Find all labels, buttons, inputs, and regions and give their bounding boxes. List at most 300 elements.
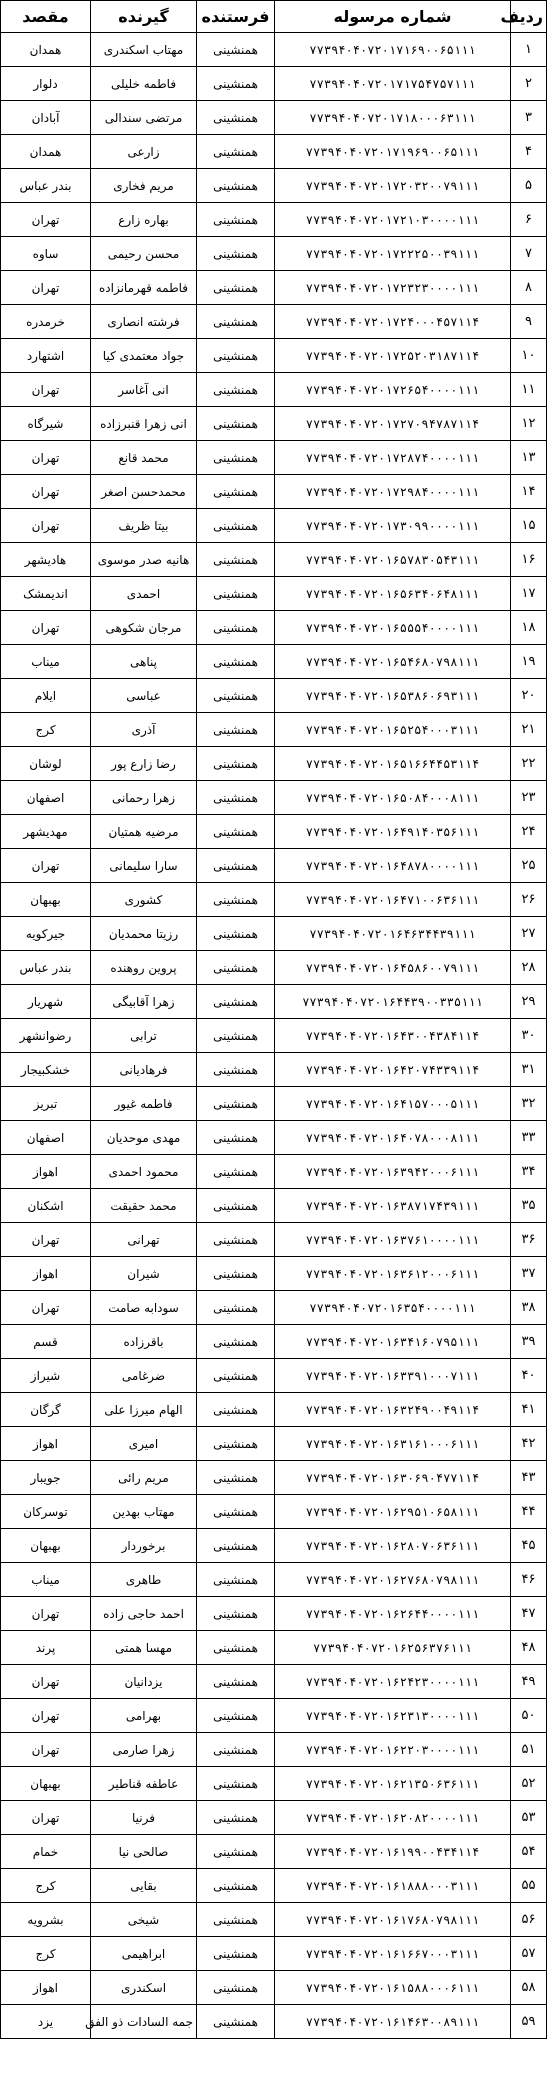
- tracking-number-cell: ۷۷۳۹۴۰۴۰۷۲۰۱۶۳۵۴۰۰۰۰۱۱۱: [275, 1291, 511, 1325]
- tracking-number-cell: ۷۷۳۹۴۰۴۰۷۲۰۱۶۵۱۶۶۴۴۵۳۱۱۴: [275, 747, 511, 781]
- tracking-number-cell: ۷۷۳۹۴۰۴۰۷۲۰۱۶۳۰۶۹۰۴۷۷۱۱۴: [275, 1461, 511, 1495]
- receiver-cell: احمد حاجی زاده: [91, 1597, 197, 1631]
- destination-cell: هادیشهر: [1, 543, 91, 577]
- row-number-cell: ۱۹: [511, 645, 547, 679]
- sender-cell: همنشینی: [197, 1733, 275, 1767]
- tracking-number-cell: ۷۷۳۹۴۰۴۰۷۲۰۱۶۲۸۰۷۰۶۳۶۱۱۱: [275, 1529, 511, 1563]
- header-row: [1, 1, 547, 33]
- tracking-number-cell: ۷۷۳۹۴۰۴۰۷۲۰۱۶۳۱۶۱۰۰۰۶۱۱۱: [275, 1427, 511, 1461]
- row-number-cell: ۲۵: [511, 849, 547, 883]
- row-number-cell: ۳۷: [511, 1257, 547, 1291]
- row-number-cell: ۲۳: [511, 781, 547, 815]
- sender-cell: همنشینی: [197, 1291, 275, 1325]
- table-row: [1, 781, 547, 815]
- destination-cell: جویبار: [1, 1461, 91, 1495]
- destination-cell: خمام: [1, 1835, 91, 1869]
- destination-cell: بهبهان: [1, 1529, 91, 1563]
- sender-cell: همنشینی: [197, 713, 275, 747]
- table-row: [1, 1325, 547, 1359]
- receiver-cell: برخوردار: [91, 1529, 197, 1563]
- table-row: [1, 1189, 547, 1223]
- header-row-number: ردیف: [511, 1, 547, 33]
- table-row: [1, 1937, 547, 1971]
- sender-cell: همنشینی: [197, 1155, 275, 1189]
- table-row: [1, 1903, 547, 1937]
- tracking-number-cell: ۷۷۳۹۴۰۴۰۷۲۰۱۶۵۰۸۴۰۰۰۸۱۱۱: [275, 781, 511, 815]
- sender-cell: همنشینی: [197, 1053, 275, 1087]
- receiver-cell: ابراهیمی: [91, 1937, 197, 1971]
- receiver-cell: مرتضی سندالی: [91, 101, 197, 135]
- destination-cell: جیرکویه: [1, 917, 91, 951]
- table-row: [1, 543, 547, 577]
- sender-cell: همنشینی: [197, 1597, 275, 1631]
- receiver-cell: پناهی: [91, 645, 197, 679]
- receiver-cell: بهرامی: [91, 1699, 197, 1733]
- destination-cell: تهران: [1, 1291, 91, 1325]
- row-number-cell: ۲۸: [511, 951, 547, 985]
- table-row: [1, 849, 547, 883]
- table-row: [1, 1087, 547, 1121]
- sender-cell: همنشینی: [197, 1971, 275, 2005]
- receiver-cell: محمد قانع: [91, 441, 197, 475]
- table-row: [1, 1121, 547, 1155]
- sender-cell: همنشینی: [197, 985, 275, 1019]
- sender-cell: همنشینی: [197, 1631, 275, 1665]
- receiver-cell: پروین روهنده: [91, 951, 197, 985]
- destination-cell: تهران: [1, 203, 91, 237]
- row-number-cell: ۲۴: [511, 815, 547, 849]
- row-number-cell: ۵: [511, 169, 547, 203]
- receiver-cell: انی زهرا قنبرزاده: [91, 407, 197, 441]
- tracking-number-cell: ۷۷۳۹۴۰۴۰۷۲۰۱۶۵۲۵۴۰۰۰۳۱۱۱: [275, 713, 511, 747]
- table-row: [1, 67, 547, 101]
- row-number-cell: ۲۹: [511, 985, 547, 1019]
- sender-cell: همنشینی: [197, 2005, 275, 2039]
- table-row: [1, 509, 547, 543]
- destination-cell: تهران: [1, 1665, 91, 1699]
- destination-cell: پرند: [1, 1631, 91, 1665]
- receiver-cell: فاطمه قهرمانزاده: [91, 271, 197, 305]
- destination-cell: ساوه: [1, 237, 91, 271]
- row-number-cell: ۳۳: [511, 1121, 547, 1155]
- receiver-cell: انی آغاسر: [91, 373, 197, 407]
- receiver-cell: بیتا ظریف: [91, 509, 197, 543]
- row-number-cell: ۵۵: [511, 1869, 547, 1903]
- receiver-cell: رزیتا محمدیان: [91, 917, 197, 951]
- destination-cell: اهواز: [1, 1257, 91, 1291]
- row-number-cell: ۱۱: [511, 373, 547, 407]
- row-number-cell: ۳۰: [511, 1019, 547, 1053]
- table-row: [1, 1631, 547, 1665]
- receiver-cell: فاطمه غیور: [91, 1087, 197, 1121]
- table-row: [1, 917, 547, 951]
- tracking-number-cell: ۷۷۳۹۴۰۴۰۷۲۰۱۶۴۷۱۰۰۶۳۶۱۱۱: [275, 883, 511, 917]
- row-number-cell: ۱۲: [511, 407, 547, 441]
- tracking-number-cell: ۷۷۳۹۴۰۴۰۷۲۰۱۶۲۹۵۱۰۶۵۸۱۱۱: [275, 1495, 511, 1529]
- table-row: [1, 1529, 547, 1563]
- row-number-cell: ۱۸: [511, 611, 547, 645]
- receiver-cell: عباسی: [91, 679, 197, 713]
- sender-cell: همنشینی: [197, 1869, 275, 1903]
- row-number-cell: ۵۲: [511, 1767, 547, 1801]
- tracking-number-cell: ۷۷۳۹۴۰۴۰۷۲۰۱۶۱۵۸۸۰۰۰۶۱۱۱: [275, 1971, 511, 2005]
- destination-cell: اهواز: [1, 1427, 91, 1461]
- header-destination: مقصد: [1, 1, 91, 33]
- destination-cell: کرج: [1, 713, 91, 747]
- receiver-cell: مریم رائی: [91, 1461, 197, 1495]
- table-row: [1, 645, 547, 679]
- sender-cell: همنشینی: [197, 1461, 275, 1495]
- destination-cell: خرمدره: [1, 305, 91, 339]
- destination-cell: بندر عباس: [1, 169, 91, 203]
- receiver-cell: فاطمه خلیلی: [91, 67, 197, 101]
- tracking-number-cell: ۷۷۳۹۴۰۴۰۷۲۰۱۷۲۳۲۳۰۰۰۰۱۱۱: [275, 271, 511, 305]
- tracking-number-cell: ۷۷۳۹۴۰۴۰۷۲۰۱۶۱۷۶۸۰۷۹۸۱۱۱: [275, 1903, 511, 1937]
- sender-cell: همنشینی: [197, 1087, 275, 1121]
- receiver-cell: تهرانی: [91, 1223, 197, 1257]
- receiver-cell: شیخی: [91, 1903, 197, 1937]
- destination-cell: مهدیشهر: [1, 815, 91, 849]
- table-row: [1, 373, 547, 407]
- row-number-cell: ۴۷: [511, 1597, 547, 1631]
- header-tracking-number: شماره مرسوله: [275, 1, 511, 33]
- receiver-cell: احمدی: [91, 577, 197, 611]
- table-row: [1, 1733, 547, 1767]
- row-number-cell: ۳۵: [511, 1189, 547, 1223]
- destination-cell: تهران: [1, 1597, 91, 1631]
- row-number-cell: ۲۶: [511, 883, 547, 917]
- tracking-number-cell: ۷۷۳۹۴۰۴۰۷۲۰۱۶۴۳۰۰۴۳۸۴۱۱۴: [275, 1019, 511, 1053]
- destination-cell: تهران: [1, 849, 91, 883]
- receiver-cell: مرضیه همتیان: [91, 815, 197, 849]
- tracking-number-cell: ۷۷۳۹۴۰۴۰۷۲۰۱۷۱۷۵۴۷۵۷۱۱۱: [275, 67, 511, 101]
- row-number-cell: ۱۷: [511, 577, 547, 611]
- destination-cell: اهواز: [1, 1971, 91, 2005]
- row-number-cell: ۵۰: [511, 1699, 547, 1733]
- destination-cell: کرج: [1, 1937, 91, 1971]
- tracking-number-cell: ۷۷۳۹۴۰۴۰۷۲۰۱۶۳۲۴۹۰۰۴۹۱۱۴: [275, 1393, 511, 1427]
- tracking-number-cell: ۷۷۳۹۴۰۴۰۷۲۰۱۷۱۸۰۰۰۶۳۱۱۱: [275, 101, 511, 135]
- tracking-number-cell: ۷۷۳۹۴۰۴۰۷۲۰۱۶۵۵۵۴۰۰۰۰۱۱۱: [275, 611, 511, 645]
- row-number-cell: ۲۱: [511, 713, 547, 747]
- row-number-cell: ۵۳: [511, 1801, 547, 1835]
- row-number-cell: ۳۹: [511, 1325, 547, 1359]
- table-row: [1, 339, 547, 373]
- sender-cell: همنشینی: [197, 441, 275, 475]
- sender-cell: همنشینی: [197, 1019, 275, 1053]
- table-row: [1, 1461, 547, 1495]
- row-number-cell: ۹: [511, 305, 547, 339]
- destination-cell: تهران: [1, 441, 91, 475]
- destination-cell: تهران: [1, 373, 91, 407]
- receiver-cell: محمدحسن اصغر: [91, 475, 197, 509]
- sender-cell: همنشینی: [197, 543, 275, 577]
- destination-cell: اشکنان: [1, 1189, 91, 1223]
- receiver-cell: مرجان شکوهی: [91, 611, 197, 645]
- row-number-cell: ۵۴: [511, 1835, 547, 1869]
- destination-cell: شیراز: [1, 1359, 91, 1393]
- destination-cell: گرگان: [1, 1393, 91, 1427]
- receiver-cell: طاهری: [91, 1563, 197, 1597]
- tracking-number-cell: ۷۷۳۹۴۰۴۰۷۲۰۱۶۵۶۳۴۰۶۴۸۱۱۱: [275, 577, 511, 611]
- table-row: [1, 305, 547, 339]
- destination-cell: تبریز: [1, 1087, 91, 1121]
- row-number-cell: ۲۰: [511, 679, 547, 713]
- sender-cell: همنشینی: [197, 407, 275, 441]
- tracking-number-cell: ۷۷۳۹۴۰۴۰۷۲۰۱۶۴۶۳۴۴۳۹۱۱۱: [275, 917, 511, 951]
- receiver-cell: هانیه صدر موسوی: [91, 543, 197, 577]
- table-row: [1, 1291, 547, 1325]
- destination-cell: کرج: [1, 1869, 91, 1903]
- tracking-number-cell: ۷۷۳۹۴۰۴۰۷۲۰۱۶۲۲۰۳۰۰۰۰۱۱۱: [275, 1733, 511, 1767]
- tracking-number-cell: ۷۷۳۹۴۰۴۰۷۲۰۱۶۴۸۷۸۰۰۰۰۱۱۱: [275, 849, 511, 883]
- tracking-number-cell: ۷۷۳۹۴۰۴۰۷۲۰۱۶۳۶۱۲۰۰۰۶۱۱۱: [275, 1257, 511, 1291]
- table-row: [1, 1019, 547, 1053]
- tracking-number-cell: ۷۷۳۹۴۰۴۰۷۲۰۱۶۲۱۳۵۰۶۳۶۱۱۱: [275, 1767, 511, 1801]
- table-row: [1, 1563, 547, 1597]
- sender-cell: همنشینی: [197, 305, 275, 339]
- table-row: [1, 883, 547, 917]
- destination-cell: اصفهان: [1, 1121, 91, 1155]
- sender-cell: همنشینی: [197, 1801, 275, 1835]
- row-number-cell: ۴۱: [511, 1393, 547, 1427]
- receiver-cell: مهسا همتی: [91, 1631, 197, 1665]
- receiver-cell: زهرا رحمانی: [91, 781, 197, 815]
- destination-cell: یزد: [1, 2005, 91, 2039]
- header-sender: فرستنده: [197, 1, 275, 33]
- receiver-cell: جمه السادات ذو الفق: [91, 2005, 197, 2039]
- tracking-number-cell: ۷۷۳۹۴۰۴۰۷۲۰۱۶۱۸۸۸۰۰۰۳۱۱۱: [275, 1869, 511, 1903]
- receiver-cell: بهاره زارع: [91, 203, 197, 237]
- sender-cell: همنشینی: [197, 339, 275, 373]
- table-row: [1, 475, 547, 509]
- sender-cell: همنشینی: [197, 611, 275, 645]
- receiver-cell: سارا سلیمانی: [91, 849, 197, 883]
- tracking-number-cell: ۷۷۳۹۴۰۴۰۷۲۰۱۷۲۴۰۰۰۴۵۷۱۱۴: [275, 305, 511, 339]
- table-row: [1, 203, 547, 237]
- table-row: [1, 1359, 547, 1393]
- destination-cell: میناب: [1, 645, 91, 679]
- table-row: [1, 1223, 547, 1257]
- row-number-cell: ۳۸: [511, 1291, 547, 1325]
- tracking-number-cell: ۷۷۳۹۴۰۴۰۷۲۰۱۶۱۹۹۰۰۴۳۴۱۱۴: [275, 1835, 511, 1869]
- destination-cell: تهران: [1, 1699, 91, 1733]
- tracking-number-cell: ۷۷۳۹۴۰۴۰۷۲۰۱۶۳۴۱۶۰۷۹۵۱۱۱: [275, 1325, 511, 1359]
- sender-cell: همنشینی: [197, 1937, 275, 1971]
- table-row: [1, 951, 547, 985]
- table-row: [1, 611, 547, 645]
- row-number-cell: ۵۸: [511, 1971, 547, 2005]
- tracking-number-cell: ۷۷۳۹۴۰۴۰۷۲۰۱۷۱۶۹۰۰۶۵۱۱۱: [275, 33, 511, 67]
- table-row: [1, 33, 547, 67]
- sender-cell: همنشینی: [197, 509, 275, 543]
- table-row: [1, 2005, 547, 2039]
- tracking-number-cell: ۷۷۳۹۴۰۴۰۷۲۰۱۷۱۹۶۹۰۰۶۵۱۱۱: [275, 135, 511, 169]
- receiver-cell: آذری: [91, 713, 197, 747]
- sender-cell: همنشینی: [197, 781, 275, 815]
- table-row: [1, 1801, 547, 1835]
- table-row: [1, 441, 547, 475]
- row-number-cell: ۱۳: [511, 441, 547, 475]
- receiver-cell: صالحی نیا: [91, 1835, 197, 1869]
- destination-cell: تهران: [1, 611, 91, 645]
- table-row: [1, 1427, 547, 1461]
- destination-cell: میناب: [1, 1563, 91, 1597]
- sender-cell: همنشینی: [197, 1223, 275, 1257]
- tracking-number-cell: ۷۷۳۹۴۰۴۰۷۲۰۱۶۵۴۶۸۰۷۹۸۱۱۱: [275, 645, 511, 679]
- destination-cell: ایلام: [1, 679, 91, 713]
- row-number-cell: ۴۶: [511, 1563, 547, 1597]
- tracking-number-cell: ۷۷۳۹۴۰۴۰۷۲۰۱۶۴۱۵۷۰۰۰۵۱۱۱: [275, 1087, 511, 1121]
- tracking-number-cell: ۷۷۳۹۴۰۴۰۷۲۰۱۶۳۸۷۱۷۴۳۹۱۱۱: [275, 1189, 511, 1223]
- table-row: [1, 1699, 547, 1733]
- row-number-cell: ۴۸: [511, 1631, 547, 1665]
- destination-cell: اصفهان: [1, 781, 91, 815]
- table-row: [1, 101, 547, 135]
- table-row: [1, 1155, 547, 1189]
- tracking-number-cell: ۷۷۳۹۴۰۴۰۷۲۰۱۶۵۳۸۶۰۶۹۳۱۱۱: [275, 679, 511, 713]
- row-number-cell: ۲۷: [511, 917, 547, 951]
- receiver-cell: زارعی: [91, 135, 197, 169]
- tracking-number-cell: ۷۷۳۹۴۰۴۰۷۲۰۱۷۲۵۲۰۳۱۸۷۱۱۴: [275, 339, 511, 373]
- destination-cell: شیرگاه: [1, 407, 91, 441]
- receiver-cell: مهتاب اسکندری: [91, 33, 197, 67]
- row-number-cell: ۱۶: [511, 543, 547, 577]
- tracking-number-cell: ۷۷۳۹۴۰۴۰۷۲۰۱۷۲۰۳۲۰۰۷۹۱۱۱: [275, 169, 511, 203]
- row-number-cell: ۴۲: [511, 1427, 547, 1461]
- row-number-cell: ۴۹: [511, 1665, 547, 1699]
- sender-cell: همنشینی: [197, 815, 275, 849]
- tracking-number-cell: ۷۷۳۹۴۰۴۰۷۲۰۱۷۳۰۹۹۰۰۰۰۱۱۱: [275, 509, 511, 543]
- sender-cell: همنشینی: [197, 1903, 275, 1937]
- sender-cell: همنشینی: [197, 1529, 275, 1563]
- sender-cell: همنشینی: [197, 917, 275, 951]
- tracking-number-cell: ۷۷۳۹۴۰۴۰۷۲۰۱۶۲۶۴۴۰۰۰۰۱۱۱: [275, 1597, 511, 1631]
- tracking-number-cell: ۷۷۳۹۴۰۴۰۷۲۰۱۷۲۶۵۴۰۰۰۰۱۱۱: [275, 373, 511, 407]
- receiver-cell: ترابی: [91, 1019, 197, 1053]
- row-number-cell: ۵۶: [511, 1903, 547, 1937]
- tracking-number-cell: ۷۷۳۹۴۰۴۰۷۲۰۱۶۲۵۶۳۷۶۱۱۱: [275, 1631, 511, 1665]
- receiver-cell: محمود احمدی: [91, 1155, 197, 1189]
- table-row: [1, 1869, 547, 1903]
- sender-cell: همنشینی: [197, 1359, 275, 1393]
- destination-cell: همدان: [1, 33, 91, 67]
- destination-cell: لوشان: [1, 747, 91, 781]
- receiver-cell: فرنیا: [91, 1801, 197, 1835]
- sender-cell: همنشینی: [197, 1393, 275, 1427]
- tracking-number-cell: ۷۷۳۹۴۰۴۰۷۲۰۱۶۲۴۲۳۰۰۰۰۱۱۱: [275, 1665, 511, 1699]
- table-body: [1, 33, 547, 2039]
- row-number-cell: ۴۰: [511, 1359, 547, 1393]
- destination-cell: بهبهان: [1, 1767, 91, 1801]
- sender-cell: همنشینی: [197, 1665, 275, 1699]
- destination-cell: تهران: [1, 509, 91, 543]
- tracking-number-cell: ۷۷۳۹۴۰۴۰۷۲۰۱۶۳۹۴۲۰۰۰۶۱۱۱: [275, 1155, 511, 1189]
- row-number-cell: ۵۷: [511, 1937, 547, 1971]
- destination-cell: دلوار: [1, 67, 91, 101]
- tracking-number-cell: ۷۷۳۹۴۰۴۰۷۲۰۱۶۱۶۶۷۰۰۰۳۱۱۱: [275, 1937, 511, 1971]
- destination-cell: شهریار: [1, 985, 91, 1019]
- receiver-cell: ضرغامی: [91, 1359, 197, 1393]
- table-row: [1, 1971, 547, 2005]
- row-number-cell: ۳۶: [511, 1223, 547, 1257]
- row-number-cell: ۴۵: [511, 1529, 547, 1563]
- destination-cell: بندر عباس: [1, 951, 91, 985]
- tracking-number-cell: ۷۷۳۹۴۰۴۰۷۲۰۱۶۲۳۱۳۰۰۰۰۱۱۱: [275, 1699, 511, 1733]
- destination-cell: تهران: [1, 271, 91, 305]
- tracking-number-cell: ۷۷۳۹۴۰۴۰۷۲۰۱۶۴۰۷۸۰۰۰۸۱۱۱: [275, 1121, 511, 1155]
- row-number-cell: ۷: [511, 237, 547, 271]
- table-header: [1, 1, 547, 33]
- destination-cell: اهواز: [1, 1155, 91, 1189]
- table-row: [1, 747, 547, 781]
- sender-cell: همنشینی: [197, 1121, 275, 1155]
- sender-cell: همنشینی: [197, 577, 275, 611]
- receiver-cell: عاطفه قناطیر: [91, 1767, 197, 1801]
- destination-cell: خشکبیجار: [1, 1053, 91, 1087]
- destination-cell: تهران: [1, 1223, 91, 1257]
- table-row: [1, 1665, 547, 1699]
- tracking-number-cell: ۷۷۳۹۴۰۴۰۷۲۰۱۷۲۲۲۵۰۰۳۹۱۱۱: [275, 237, 511, 271]
- receiver-cell: امیری: [91, 1427, 197, 1461]
- row-number-cell: ۴۴: [511, 1495, 547, 1529]
- destination-cell: قسم: [1, 1325, 91, 1359]
- sender-cell: همنشینی: [197, 1257, 275, 1291]
- sender-cell: همنشینی: [197, 1189, 275, 1223]
- row-number-cell: ۸: [511, 271, 547, 305]
- row-number-cell: ۴۳: [511, 1461, 547, 1495]
- receiver-cell: رضا زارع پور: [91, 747, 197, 781]
- receiver-cell: مهتاب بهدین: [91, 1495, 197, 1529]
- table-row: [1, 271, 547, 305]
- table-row: [1, 1767, 547, 1801]
- tracking-number-cell: ۷۷۳۹۴۰۴۰۷۲۰۱۶۴۴۳۹۰۰۳۳۵۱۱۱: [275, 985, 511, 1019]
- destination-cell: اندیمشک: [1, 577, 91, 611]
- row-number-cell: ۱۵: [511, 509, 547, 543]
- destination-cell: بهبهان: [1, 883, 91, 917]
- table-row: [1, 1053, 547, 1087]
- tracking-number-cell: ۷۷۳۹۴۰۴۰۷۲۰۱۷۲۹۸۴۰۰۰۰۱۱۱: [275, 475, 511, 509]
- header-receiver: گیرنده: [91, 1, 197, 33]
- destination-cell: تهران: [1, 1801, 91, 1835]
- tracking-number-cell: ۷۷۳۹۴۰۴۰۷۲۰۱۶۲۷۶۸۰۷۹۸۱۱۱: [275, 1563, 511, 1597]
- sender-cell: همنشینی: [197, 679, 275, 713]
- table-row: [1, 1835, 547, 1869]
- table-row: [1, 713, 547, 747]
- table-row: [1, 985, 547, 1019]
- row-number-cell: ۱: [511, 33, 547, 67]
- receiver-cell: مریم فخاری: [91, 169, 197, 203]
- receiver-cell: زهرا صارمی: [91, 1733, 197, 1767]
- sender-cell: همنشینی: [197, 101, 275, 135]
- receiver-cell: فرهادیانی: [91, 1053, 197, 1087]
- row-number-cell: ۵۹: [511, 2005, 547, 2039]
- tracking-number-cell: ۷۷۳۹۴۰۴۰۷۲۰۱۷۲۱۰۳۰۰۰۰۱۱۱: [275, 203, 511, 237]
- sender-cell: همنشینی: [197, 33, 275, 67]
- row-number-cell: ۲: [511, 67, 547, 101]
- sender-cell: همنشینی: [197, 1325, 275, 1359]
- sender-cell: همنشینی: [197, 1835, 275, 1869]
- sender-cell: همنشینی: [197, 883, 275, 917]
- receiver-cell: یزدانیان: [91, 1665, 197, 1699]
- table-row: [1, 1257, 547, 1291]
- destination-cell: تهران: [1, 475, 91, 509]
- destination-cell: آبادان: [1, 101, 91, 135]
- row-number-cell: ۱۰: [511, 339, 547, 373]
- row-number-cell: ۳۴: [511, 1155, 547, 1189]
- destination-cell: اشتهارد: [1, 339, 91, 373]
- receiver-cell: باقرزاده: [91, 1325, 197, 1359]
